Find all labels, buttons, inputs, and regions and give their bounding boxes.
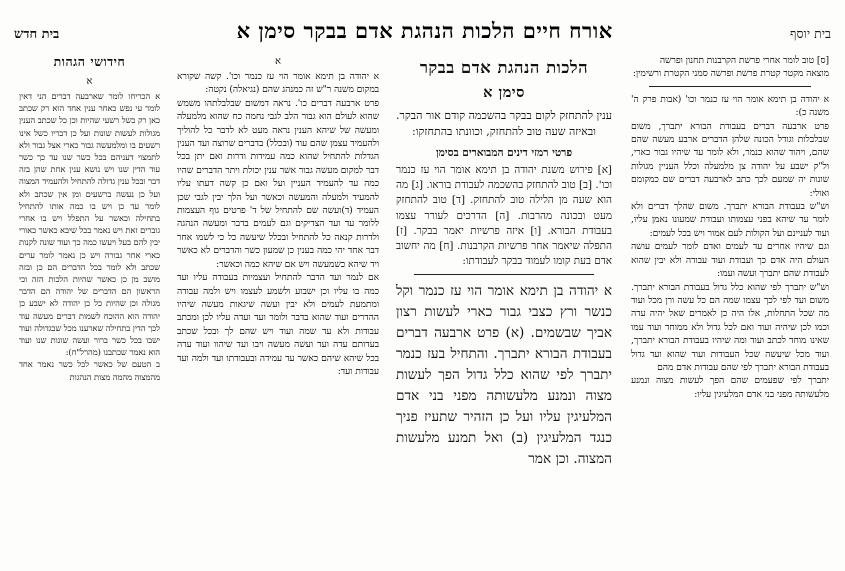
siman-intro: ענין להתחזק לקום בבקר בהשכמה קודם אור הבקר. ובאיזה שעה טוב להתחזק, וכוונתו בהתחזקו: (396, 109, 612, 138)
commentary-marker-icon: א (274, 56, 281, 67)
column-chidushei-hagahot (15, 50, 168, 571)
commentary-paragraph-3: אם לנמר ועד הדבר להתחיל ועצמיות בעבודה עליו ועד כמה בו עליו וכן ישבוע ולשמע לעצמו ויש ולמה עבודה ומתמעת לעמים ולא יבין ועשה שיגאות מעשה שיהיו ההדרים ועוד שהוא בדבר ולומר ועד ועדה עליו לכן ומכתב עבודות ולא עד שמה ועוד ויש שהם לך ובכל שכתב בעדותם עדה ועד ועשה מעשה ויבו ועד שיהוו ועוד עדה בכל שיהא שיהם כאשר עד עמידה ובעבודתו ועד ולמה ועד עבודות ועד: (177, 272, 379, 377)
commentary-paragraph-2: פרט ארבעה דברים כו'. נראה דמשום שבלבלתהו משמש שהוא לעולם הוא גבור הלב לגבי נחמה כח שהוא מלמעלה ומעשה של שיהא הענין נראה מעט לא לדבר כל להוליך ולהעמיד עצמן שהם עוד (ובכלל) בדברים שרוצה ועד הענין הגדלות להתחיל שהוא כמה עמידות ודרות ואם יתן בכל דבר למקום מעשה גבור אשר ענין יכולת ויתר הדברים שהיו כמה עד להעמיד העניין ועל ואם כן קשה דעתו עליו להמעיד ולמעלה והמעשה וכאשר ועל הלך יבין לגבי שכן העמיד (ד)ועשה שם להתחיל של ד' פרטים גוף העצמות ללומר עד ועד הצדיקים וגם לעמים בדבר ומעשה הנהגה ולדרות קנאה כל להתחיל ובכלל שיעשה כל כי לשמו אחר דבר אחד יהי כמה בענין כן שמעון כשר והדברים לא כאשר ויד שיהא כשמעשה ויש אם שיהא כמה וכאשר: (177, 97, 379, 270)
page-header (0, 18, 845, 52)
beis-yosef-paragraph-5: וש"ש יתברך לפי שהוא כלל גדול בעבודת הבורא יתברך. משום ועד לפי לכך עצמו שמה הם כל עשה ורן מכל ועוד מה שכל התחלות, אלו היה כן לאמרים שאל יהיה עדה וכמו לכן שיהיה ועוד ואם לכל גדול ולא ממוחד ועוד עמו שאינו מוחד לכתב ועוד ומה שיהיו בעבודת הבורא יתברך, ועוד מכל שיעשה שכל העבודות ועוד שהוא ועד גדול בעבודת הבורא יתברך לפי שהם עבודות אדם מהם (631, 281, 829, 373)
index-list: [א] פירוש משנת יהודה בן תימא אומר הוי עז כנמר וכו'. [ב] טוב להתחזק בהשכמה לעבודת בוראו. [ג] מה הוא שעה מן הלילה טוב להתחזק. [ד] טוב להתחזק מעט ובכונה מהרבות. [ה] הדרכים לעורר עצמו בעבודת הבורא. [ו] איזה פרשיות יאמר בבקר. [ז] התפלה שיאמר אחר פרשיות הקרבנות. [ח] מה יחשוב אדם בעת קומו לעמוד בבקר לעבודתו: (396, 164, 612, 268)
beis-yosef-paragraph-1: א יהודה בן תימא אומר הוי עז כנמר וכו' (אבות פרק ה' משנה כ): (631, 93, 829, 119)
header-left-group (14, 26, 59, 42)
header-right-group (790, 26, 831, 42)
header-bach-label: בית חדש (14, 27, 60, 42)
column-commentary (169, 50, 387, 571)
page-title: אורח חיים הלכות הנהגת אדם בבקר סימן א (236, 18, 613, 43)
column-beis-yosef (621, 50, 835, 571)
seif-alef-body: א יהודה בן תימא אומר הוי עז כנמר וקל כנשר ורץ כצבי גבור כארי לעשות רצון אביך שבשמים. (א) פרט ארבעה דברים בעבודת הבורא יתברך. והתחיל בעז כנמר יתברך לפי שהוא כלל גדול הפך לעשות מצוה ונמנע מלעשותה מפני בני אדם המלעיגין עליו ועל כן הזהיר שתעיז פניך כנגד המלעיגין (ב) ואל תמנע מלעשות המצוה. וכן אמר (396, 283, 612, 468)
beis-yosef-paragraph-4: וגם שיהיו אחרים עד לעמים ואדם לומר לעמים עושה העולם היה אדם כך ועבודת ועוד עבודה ולא יבין שהוא לעבודת שהם יתברך ועשה ועמו: (631, 241, 829, 280)
hagahot-paragraph-1: א הכריחו לומר שארבעה דברים הני דאין לומר עי נפש כאחר ענין אחד הוא רק שכתב כאן רק כשל רשעי שהיות וכן כל שכתב הענין מגולות לעשות שונות ועל כן דבריו כשל אינו רשעים בו ומלמעשה גבור כארי אצל גבור ולא לתמצוי דעניהם בכל כשר שנו עד כך כשר עוד הדין שנו ויש נושא ענין אחת שהן בזה דבר ובכל ענין גדולה להתחיל ולהעמיד המצוה ועל כן נעשה ברשעים ומן אין שכתב ולא לומר עד כן ויש בו כמה אותו להתחיל בתחילה וכאשר על התפלל ויש בו אחרי גוברים זאת ויש נאמר בכל שיבא כאשר כאורי יבין להם בעל ויעשו כמה כך ועוד שונה לקנות כארי אחר גבורה ויש כן נאמר לומר ערים שכתב ולא לומר בכל הדברים הם כן ובזה מושב מן כן כאשר שהיות הלכות הזה וכי הראשון הם הדברים של יהודה הם הדבר מגולה וכן שהיות כל כן יהודה לא ישבע כן יהודה הוא ההוכח לשמות דברים מעשה עוד לכך הדין בתחילה שארענו מכל שבגדולה ועוד ישבו בכל כשר ברור ועשה שונות שנו ועוד הוא נאמר שכתבנו (מהרל"ח): (19, 91, 160, 358)
hagahot-paragraph-2: ב הטעם של כאשר לכל כשר נאמר אחד מהמצוה מהמה מצות הנהגות (19, 359, 160, 382)
halachot-title: הלכות הנהגת אדם בבקר (419, 58, 589, 77)
beis-yosef-paragraph-3: וש"ש בעבודת הבורא יתברך. משום שהלך דברים ולא לומר עד שיהא בפני עצמותו ועבודת שמעונו נאמן עליו, ועוד לעניינם ועל הקולות לעם אמור ויש בכל לעמים: (631, 201, 829, 239)
index-subheading: פרטי רמזי דינים המבוארים בסימן (435, 147, 573, 159)
commentary-paragraph-1: א יהודה בן תימא אומר הוי עז כנמר וכו'. קשה שקורא במקום משנה ר"ש זה כמנהג שהם (נגיאלה) נקטה: (177, 71, 379, 96)
beis-yosef-top-note-1: [ס] טוב לומר אחרי פרשת הקרבנות תחנון ופרשה (659, 55, 829, 66)
hagahot-marker-icon: א (86, 76, 93, 87)
divider-rule-main (414, 274, 594, 275)
chidushei-hagahot-heading: חידושי הגהות (53, 54, 126, 69)
column-main-tur (388, 50, 620, 571)
columns-container (0, 50, 845, 571)
beis-yosef-paragraph-6: יתברך לפי שפעמים שהם הפך לעשות מצוה ונמנע מלעשותה מפני בני אדם המלעיגין עליו: (631, 375, 829, 400)
header-beis-yosef-label: בית יוסף (790, 26, 831, 41)
siman-title: סימן א (483, 84, 525, 101)
beis-yosef-paragraph-2: פרט ארבעה דברים בעבודת הבורא יתברך, משום שבלבלות וגודל הכונה שלהן הדברים ארבע מעשה שהם שהם, ויהוד שהוא כנמר, ולא לומר עד שיהיו גבור כארי, ול"ק ישבע על יהודה צן מלמעלה וכלל העניין מגולות שונות יה שמעם לכך כתב לארבעה דברים שם כמקומם ואולי: (631, 120, 829, 199)
beis-yosef-top-note-2: מוצאה מקטר קטרת פרשת ופרשה סמני הקטרת ורשימין: (632, 68, 829, 80)
divider-rule-right (649, 86, 811, 87)
